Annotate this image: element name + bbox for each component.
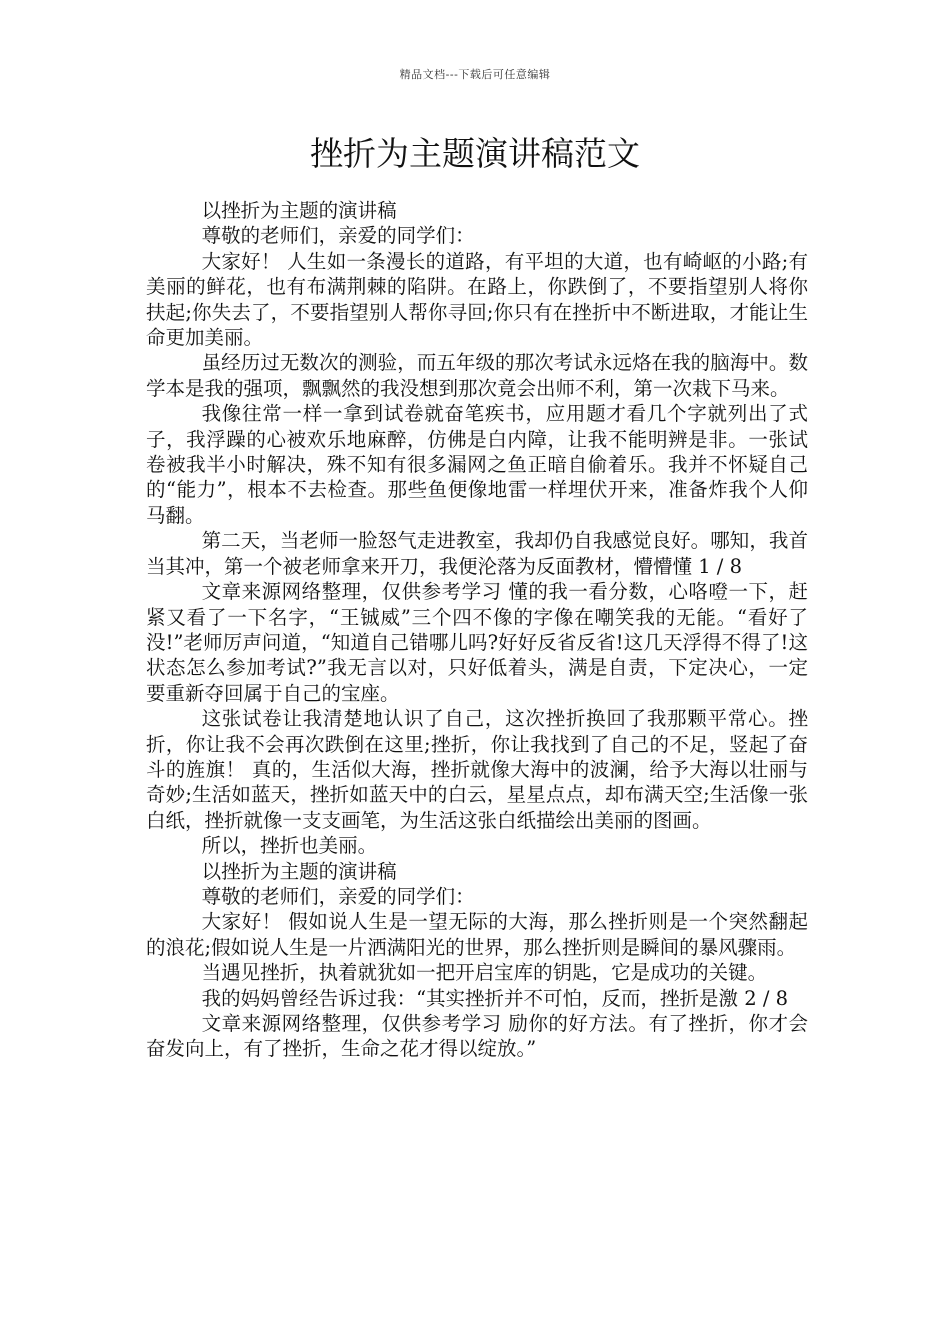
paragraph: 以挫折为主题的演讲稿 [201, 199, 397, 222]
paragraph: 这张试卷让我清楚地认识了自己，这次挫折换回了我那颗平常心。挫折，你让我不会再次跌倒在这里;挫折，你让我找到了自己的不足，竖起了奋斗的旌旗！ 真的，生活似大海，挫折就像大海中的波澜，给予大海以壮丽与奇妙;生活如蓝天，挫折如蓝天中的白云，星星点点，却布满天空;生活像一张白纸，挫折就像一支支画笔，为生活这张白纸描绘出美丽的图画。 [146, 707, 808, 832]
paragraph: 当遇见挫折，执着就犹如一把开启宝库的钥匙，它是成功的关键。 [201, 961, 768, 985]
paragraph: 我像往常一样一拿到试卷就奋笔疾书，应用题才看几个字就列出了式子，我浮躁的心被欢乐地麻醉，仿佛是白内障，让我不能明辨是非。一张试卷被我半小时解决，殊不知有很多漏网之鱼正暗自偷着乐。我并不怀疑自己的“能力”，根本不去检查。那些鱼便像地雷一样埋伏开来，准备炸我个人仰马翻。 [146, 402, 808, 527]
paragraph: 文章来源网络整理，仅供参考学习 懂的我一看分数，心咯噔一下，赶紧又看了一下名字，“王铖威”三个四不像的字像在嘲笑我的无能。“看好了没!”老师厉声问道，“知道自己错哪儿吗?好好反省反省!这几天浮得不得了!这状态怎么参加考试?”我无言以对，只好低着头，满是自责，下定决心，一定要重新夺回属于自己的宝座。 [146, 580, 808, 705]
paragraph: 第二天，当老师一脸怒气走进教室，我却仍自我感觉良好。哪知，我首当其冲，第一个被老师拿来开刀，我便沦落为反面教材，懵懵懂 1 / 8 [146, 529, 808, 578]
document-body [146, 198, 808, 1062]
header-note: 精品文档---下载后可任意编辑 [399, 68, 551, 81]
paragraph: 尊敬的老师们，亲爱的同学们： [201, 884, 475, 908]
paragraph: 大家好！ 假如说人生是一望无际的大海，那么挫折则是一个突然翻起的浪花;假如说人生是一片洒满阳光的世界，那么挫折则是瞬间的暴风骤雨。 [146, 910, 808, 959]
paragraph: 尊敬的老师们，亲爱的同学们： [201, 224, 475, 248]
paragraph: 文章来源网络整理，仅供参考学习 励你的好方法。有了挫折，你才会奋发向上，有了挫折，生命之花才得以绽放。” [146, 1012, 808, 1061]
paragraph: 以挫折为主题的演讲稿 [201, 859, 397, 883]
paragraph: 大家好！ 人生如一条漫长的道路，有平坦的大道，也有崎岖的小路;有美丽的鲜花，也有布满荆棘的陷阱。在路上，你跌倒了，不要指望别人将你扶起;你失去了，不要指望别人帮你寻回;你只有在挫折中不断进取，才能让生命更加美丽。 [146, 249, 808, 350]
paragraph: 所以，挫折也美丽。 [201, 834, 378, 858]
paragraph: 虽经历过无数次的测验，而五年级的那次考试永远烙在我的脑海中。数学本是我的强项，飘飘然的我没想到那次竟会出师不利，第一次栽下马来。 [146, 351, 808, 400]
document-title: 挫折为主题演讲稿范文 [310, 134, 640, 173]
paragraph: 我的妈妈曾经告诉过我：“其实挫折并不可怕，反而，挫折是激 2 / 8 [201, 986, 789, 1010]
